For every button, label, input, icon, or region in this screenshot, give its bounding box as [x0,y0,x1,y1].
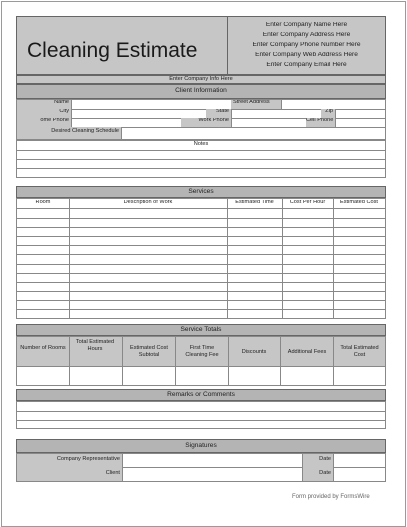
company-address: Enter Company Address Here [262,32,351,38]
work-phone-field[interactable] [231,118,306,127]
company-phone: Enter Company Phone Number Here [252,42,361,48]
column-header-estimated-cost: Estimated Cost [340,200,378,205]
totals-first-time-fee-label: First Time Cleaning Fee [185,345,219,358]
rep-date-label: Date [302,454,333,467]
name-field[interactable] [71,100,231,109]
client-info-header: Client Information [16,84,386,99]
totals-number-of-rooms-label: Number of Rooms [20,345,66,351]
home-phone-label: ome Phone [17,118,71,127]
company-name: Enter Company Name Here [265,22,348,28]
column-header-room: Room [35,200,51,205]
client-info-grid [16,99,386,140]
estimate-form [1,1,406,527]
client-date-field[interactable] [333,467,385,481]
totals-total-cost-label: Total Estimated Cost [340,345,379,358]
cleaning-schedule-label: Desired Cleaning Schedule [17,127,121,139]
column-header-cost-per-hour: Cost Per Hour [289,200,326,205]
page-title: Cleaning Estimate [27,39,198,62]
notes-label: Notes [193,141,209,147]
remarks-header: Remarks or Comments [16,389,386,401]
totals-cost-subtotal-label: Estimated Cost Subtotal [130,345,168,358]
client-signature-field[interactable] [122,467,302,481]
totals-discounts-label: Discounts [241,349,267,355]
signatures-table [16,453,386,482]
column-header-description: Description of Work [123,200,173,205]
cell-phone-field[interactable] [335,118,385,127]
name-label: Name [17,100,71,109]
remarks-area[interactable] [16,401,386,429]
state-field[interactable] [231,109,321,118]
services-header: Services [16,186,386,198]
client-label: Client [17,467,122,481]
services-table [16,198,386,319]
street-address-label: Street Address [231,100,281,109]
state-label: State [206,109,231,118]
column-header-estimated-time: Estimated Time [235,200,274,205]
service-totals-table [16,336,386,386]
company-rep-signature-field[interactable] [122,454,302,467]
company-web: Enter Company Web Address Here [255,52,358,58]
signatures-header: Signatures [16,439,386,453]
totals-additional-fees-label: Additional Fees [287,349,327,355]
city-label: City [17,109,71,118]
title-box [16,16,228,75]
company-email: Enter Company Email Here [266,62,347,68]
city-field[interactable] [71,109,206,118]
cleaning-schedule-field[interactable] [121,127,385,139]
company-rep-label: Company Representative [17,454,122,467]
footer-credit: Form provided by FormsWire [292,494,370,500]
totals-estimated-hours-label: Total Estimated Hours [75,339,115,352]
zip-label: Zip [321,109,335,118]
street-address-field[interactable] [281,100,385,109]
cell-phone-label: Cell Phone [306,118,335,127]
client-date-label: Date [302,467,333,481]
zip-field[interactable] [335,109,385,118]
company-info-line: Enter Company Info Here [16,75,386,84]
rep-date-field[interactable] [333,454,385,467]
work-phone-label: Work Phone [181,118,231,127]
notes-area[interactable] [16,140,386,178]
service-totals-header: Service Totals [16,324,386,336]
company-info-box [227,16,386,75]
home-phone-field[interactable] [71,118,181,127]
